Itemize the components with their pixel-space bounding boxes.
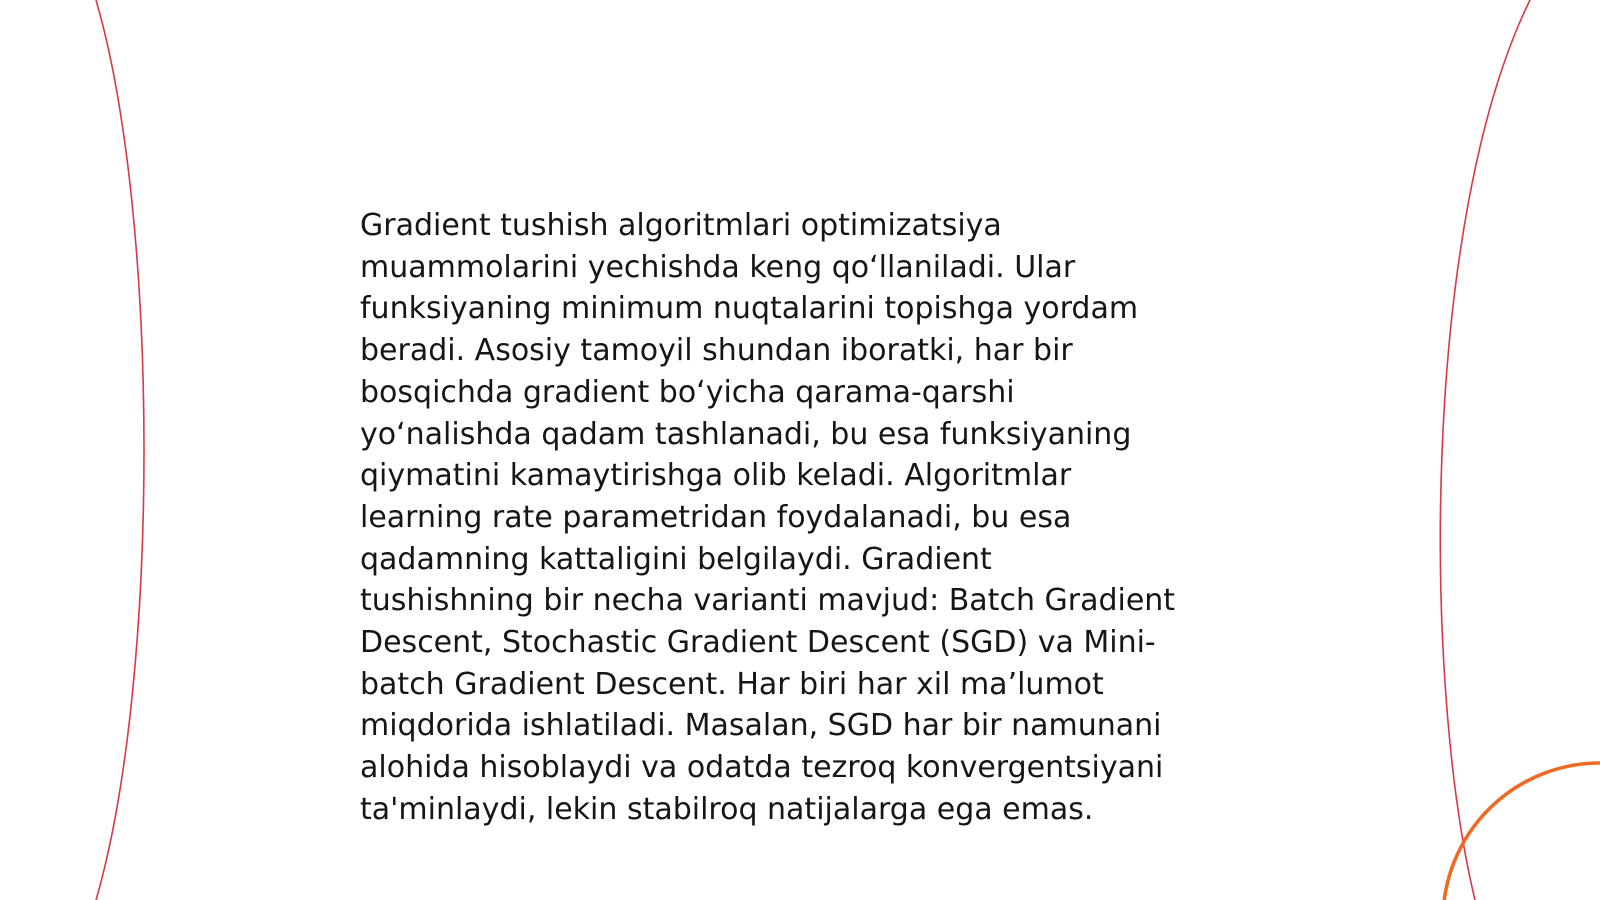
body-text-line: qiymatini kamaytirishga olib keladi. Algoritmlar	[360, 458, 1072, 494]
orange-circle-decoration	[1443, 763, 1600, 900]
body-text-line: funksiyaning minimum nuqtalarini topishga yordam	[360, 291, 1139, 327]
body-text-line: ta'minlaydi, lekin stabilroq natijalarga ega emas.	[360, 791, 1094, 827]
body-text-line: tushishning bir necha varianti mavjud: Batch Gradient	[360, 583, 1176, 619]
body-text-line: Descent, Stochastic Gradient Descent (SGD) va Mini-	[360, 625, 1156, 661]
left-arc-decoration	[96, 0, 144, 900]
body-text-line: qadamning kattaligini belgilaydi. Gradient	[360, 541, 992, 577]
body-text-line: beradi. Asosiy tamoyil shundan iboratki, har bir	[360, 333, 1073, 369]
body-text-line: Gradient tushish algoritmlari optimizatsiya	[360, 208, 1002, 243]
body-text-line: alohida hisoblaydi va odatda tezroq konvergentsiyani	[360, 750, 1164, 786]
body-text-line: bosqichda gradient bo‘yicha qarama-qarshi	[360, 374, 1015, 410]
body-text-line: yo‘nalishda qadam tashlanadi, bu esa funksiyaning	[360, 416, 1132, 452]
right-arc-decoration	[1440, 0, 1530, 900]
body-text-line: miqdorida ishlatiladi. Masalan, SGD har bir namunani	[360, 708, 1162, 744]
body-text-line: learning rate parametridan foydalanadi, bu esa	[360, 499, 1072, 535]
body-text-line: batch Gradient Descent. Har biri har xil ma’lumot	[360, 666, 1104, 702]
body-text	[360, 205, 1250, 831]
body-text-line: muammolarini yechishda keng qo‘llaniladi. Ular	[360, 249, 1076, 285]
